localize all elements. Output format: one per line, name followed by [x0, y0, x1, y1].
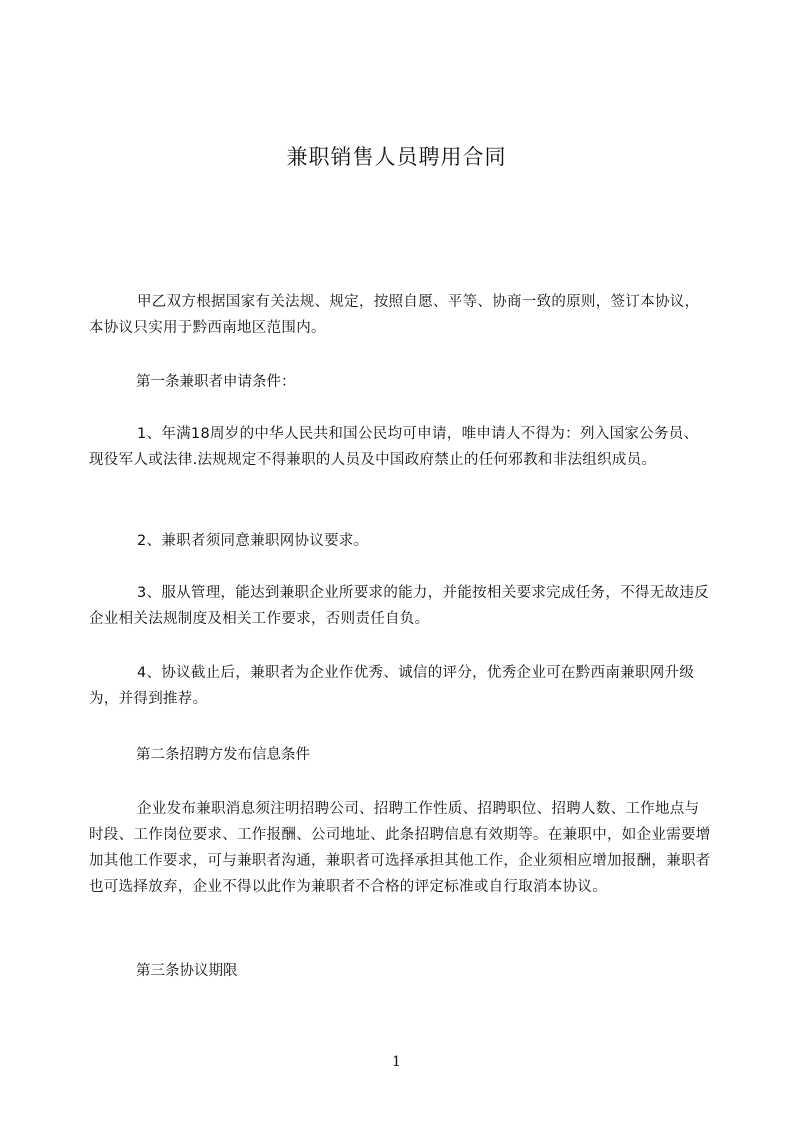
article1-heading: 第一条兼职者申请条件： — [136, 374, 296, 390]
article3-heading: 第三条协议期限 — [136, 963, 238, 979]
article1-item-1: 1、年满18周岁的中华人民共和国公民均可申请，唯申请人不得为：列入国家公务员、现役军人或法律.法规规定不得兼职的人员及中国政府禁止的任何邪教和非法组织成员。 — [89, 426, 699, 468]
article1-item-2: 2、兼职者须同意兼职网协议要求。 — [137, 533, 369, 549]
intro-paragraph: 甲乙双方根据国家有关法规、规定，按照自愿、平等、协商一致的原则，签订本协议，本协议只实用于黔西南地区范围内。 — [89, 294, 700, 336]
article2-heading: 第二条招聘方发布信息条件 — [136, 747, 310, 763]
article1-item-3: 3、服从管理，能达到兼职企业所要求的能力，并能按相关要求完成任务，不得无故违反企业相关法规制度及相关工作要求，否则责任自负。 — [89, 585, 709, 627]
article1-item-4: 4、协议截止后，兼职者为企业作优秀、诚信的评分，优秀企业可在黔西南兼职网升级为，并得到推荐。 — [89, 665, 695, 707]
document-title: 兼职销售人员聘用合同 — [286, 145, 507, 169]
article2-body: 企业发布兼职消息须注明招聘公司、招聘工作性质、招聘职位、招聘人数、工作地点与时段、工作岗位要求、工作报酬、公司地址、此条招聘信息有效期等。在兼职中，如企业需要增加其他工作要求，可与兼职者沟通，兼职者可选择承担其他工作，企业须相应增加报酬，兼职者也可选择放弃，企业不得以此作为兼职者不合格的评定标准或自行取消本协议。 — [89, 801, 711, 895]
page-number: 1 — [392, 1054, 401, 1070]
